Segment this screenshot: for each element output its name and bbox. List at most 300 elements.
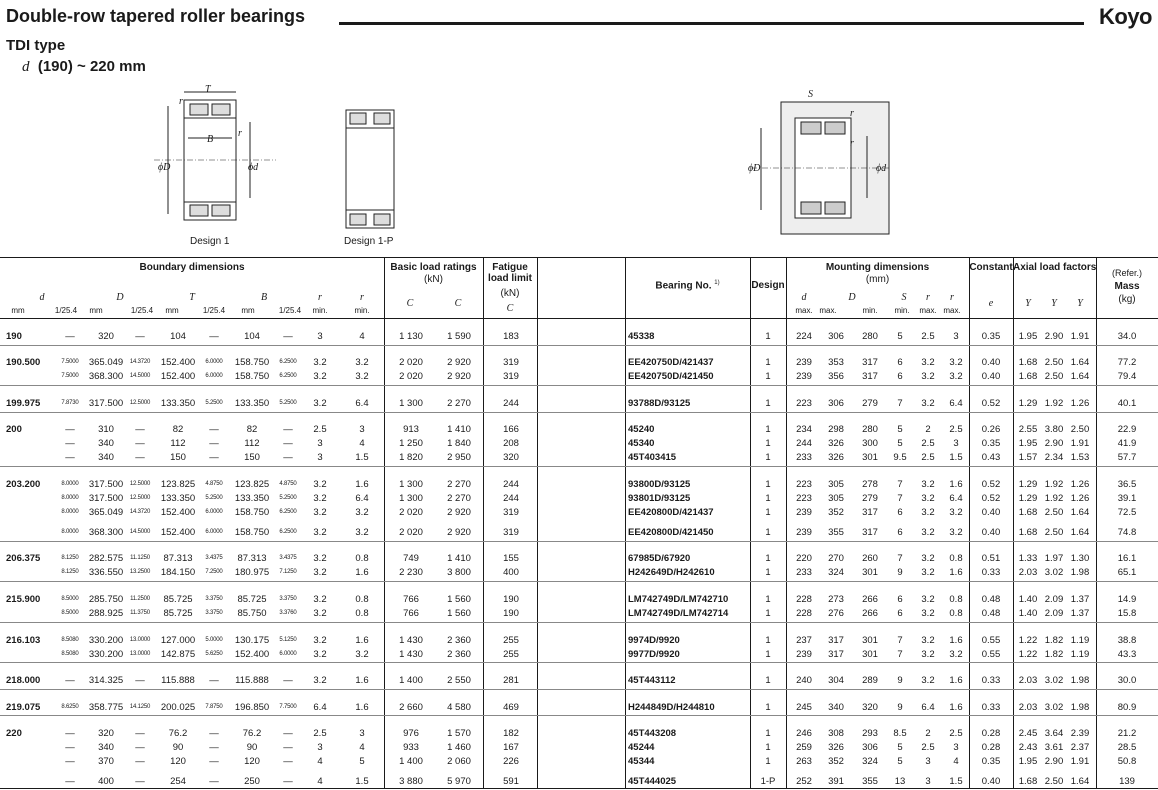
- cell-Sa: 7: [897, 553, 903, 564]
- cell-ra: 3.2: [921, 567, 935, 578]
- cell-T: 112: [170, 438, 186, 449]
- cell-dt: 8.5000: [61, 596, 79, 602]
- cell-r: 3: [317, 331, 323, 342]
- cell-C0r: 2 060: [447, 756, 471, 767]
- cell-e: 0.40: [981, 371, 1001, 382]
- cell-Cr: 766: [403, 608, 419, 619]
- cell-rb: 3.2: [949, 371, 963, 382]
- cell-r1: 1.6: [355, 635, 369, 646]
- cell-rb: 3: [953, 742, 959, 753]
- cell-Sa: 7: [897, 493, 903, 504]
- cell-T: 184.150: [160, 567, 196, 578]
- cell-no: LM742749D/LM742710: [628, 594, 729, 605]
- cell-Y2: 2.45: [1018, 728, 1038, 739]
- cell-Da2: 293: [862, 728, 878, 739]
- cell-Tt: —: [209, 438, 219, 449]
- cell-Cu: 591: [503, 776, 519, 787]
- col-divider: [1013, 257, 1014, 788]
- cell-Bt: 3.3750: [279, 596, 297, 602]
- cell-rb: 3.2: [949, 357, 963, 368]
- cell-Da1: 326: [828, 452, 844, 463]
- cell-des: 1: [765, 398, 771, 409]
- cell-T: 90: [172, 742, 184, 753]
- cell-Y0: 1.37: [1070, 608, 1090, 619]
- cell-Y3: 2.09: [1044, 608, 1064, 619]
- cell-Da1: 352: [828, 756, 844, 767]
- cell-Bt: 7.1250: [279, 569, 297, 575]
- cell-Y3: 3.02: [1044, 567, 1064, 578]
- cell-D: 368.300: [88, 527, 124, 538]
- cell-no: 93800D/93125: [628, 479, 691, 490]
- cell-da: 234: [796, 424, 812, 435]
- cell-Sa: 6: [897, 357, 903, 368]
- cell-Sa: 5: [897, 742, 903, 753]
- label-Da: ϕD: [748, 163, 761, 174]
- cell-Sa: 5: [897, 424, 903, 435]
- cell-ra: 3.2: [921, 357, 935, 368]
- cell-mass: 139: [1119, 776, 1135, 787]
- cell-Bt: 6.2500: [279, 359, 297, 365]
- cell-Dt: —: [135, 452, 145, 463]
- cell-Da2: 317: [862, 371, 878, 382]
- cell-D: 320: [98, 728, 114, 739]
- cell-T: 152.400: [160, 371, 196, 382]
- cell-Da1: 276: [828, 608, 844, 619]
- cell-ra: 2.5: [921, 438, 935, 449]
- cell-Da1: 324: [828, 567, 844, 578]
- cell-Tt: 5.2500: [205, 495, 223, 501]
- cell-no: 45T443208: [628, 728, 677, 739]
- cell-Bt: 7.7500: [279, 704, 297, 710]
- cell-r: 4: [317, 756, 323, 767]
- cell-Da1: 353: [828, 357, 844, 368]
- cell-dt: —: [65, 452, 75, 463]
- cell-Dt: 14.3720: [129, 359, 151, 365]
- cell-Da2: 300: [862, 438, 878, 449]
- cell-ra: 3.2: [921, 479, 935, 490]
- cell-B: 133.350: [234, 398, 270, 409]
- cell-des: 1: [765, 371, 771, 382]
- cell-Y0: 1.64: [1070, 527, 1090, 538]
- cell-mass: 15.8: [1117, 608, 1137, 619]
- cell-Dt: 12.5000: [129, 495, 151, 501]
- cell-Bt: —: [283, 675, 293, 686]
- cell-dt: —: [65, 675, 75, 686]
- cell-Cr: 1 430: [399, 649, 423, 660]
- col-divider: [483, 257, 484, 788]
- cell-des: 1: [765, 553, 771, 564]
- cell-Y0: 1.19: [1070, 635, 1090, 646]
- cell-r: 3.2: [313, 675, 327, 686]
- cell-Y2: 1.33: [1018, 553, 1038, 564]
- cell-T: 85.725: [163, 608, 193, 619]
- cell-mass: 21.2: [1117, 728, 1137, 739]
- cell-Tt: 5.6250: [205, 651, 223, 657]
- sub-mm: mm: [241, 306, 255, 315]
- sub-Sa: S: [901, 292, 907, 303]
- cell-no: 67985D/67920: [628, 553, 691, 564]
- cell-Cr: 1 130: [399, 331, 423, 342]
- cell-mass: 79.4: [1117, 371, 1137, 382]
- cell-ra: 3.2: [921, 398, 935, 409]
- cell-C0r: 1 590: [447, 331, 471, 342]
- cell-Y2: 1.57: [1018, 452, 1038, 463]
- cell-Y0: 1.64: [1070, 371, 1090, 382]
- cell-B: 104: [244, 331, 260, 342]
- group-fatigue: Fatigue load limit: [488, 262, 532, 284]
- cell-r1: 4: [359, 438, 365, 449]
- cell-no: 45T443112: [628, 675, 676, 686]
- cell-da: 239: [796, 527, 812, 538]
- cell-r: 3.2: [313, 594, 327, 605]
- cell-no: 93801D/93125: [628, 493, 691, 504]
- cell-mass: 43.3: [1117, 649, 1137, 660]
- bearing-no-label: Bearing No.: [655, 280, 712, 292]
- cell-Da1: 305: [828, 479, 844, 490]
- cell-Bt: 6.2500: [279, 373, 297, 379]
- cell-Y0: 1.26: [1070, 493, 1090, 504]
- cell-Cr: 933: [403, 742, 419, 753]
- cell-Da1: 326: [828, 438, 844, 449]
- cell-d: 203.200: [6, 479, 41, 490]
- cell-Y2: 1.22: [1018, 649, 1038, 660]
- cell-Bt: —: [283, 452, 293, 463]
- cell-mass: 39.1: [1117, 493, 1137, 504]
- cell-B: 76.2: [242, 728, 262, 739]
- cell-r: 2.5: [313, 728, 327, 739]
- cell-Y0: 1.98: [1070, 567, 1090, 578]
- cell-Y3: 2.50: [1044, 371, 1064, 382]
- sub-min: min.: [354, 306, 370, 315]
- cell-Y0: 1.64: [1070, 776, 1090, 787]
- cell-e: 0.35: [981, 331, 1001, 342]
- cell-Y0: 1.98: [1070, 675, 1090, 686]
- cell-Bt: 5.2500: [279, 495, 297, 501]
- sub-mm: mm: [89, 306, 103, 315]
- cell-B: 123.825: [234, 479, 270, 490]
- cell-D: 365.049: [88, 357, 124, 368]
- cell-B: 85.725: [237, 594, 267, 605]
- cell-Tt: —: [209, 756, 219, 767]
- cell-rb: 2.5: [949, 424, 963, 435]
- cell-Da1: 355: [828, 527, 844, 538]
- cell-da: 223: [796, 398, 812, 409]
- cell-Cu: 183: [503, 331, 519, 342]
- cell-rb: 1.6: [949, 567, 963, 578]
- cell-T: 115.888: [161, 675, 195, 686]
- col-divider: [1096, 257, 1097, 788]
- cell-Y3: 2.50: [1044, 507, 1064, 518]
- cell-T: 150: [170, 452, 186, 463]
- cell-e: 0.40: [981, 527, 1001, 538]
- cell-rb: 0.8: [949, 553, 963, 564]
- cell-ra: 3.2: [921, 527, 935, 538]
- cell-r1: 5: [359, 756, 365, 767]
- cell-e: 0.55: [981, 649, 1001, 660]
- group-boundary: Boundary dimensions: [139, 262, 245, 273]
- cell-T: 85.725: [163, 594, 193, 605]
- cell-D: 336.550: [88, 567, 124, 578]
- cell-T: 152.400: [160, 527, 196, 538]
- cell-Bt: —: [283, 728, 293, 739]
- cell-r: 3.2: [313, 635, 327, 646]
- cell-Bt: —: [283, 742, 293, 753]
- cell-Y0: 1.53: [1070, 452, 1090, 463]
- cell-Da2: 355: [862, 776, 878, 787]
- cell-C0r: 2 920: [447, 527, 471, 538]
- cell-no: 45340: [628, 438, 655, 449]
- row-separator: [0, 581, 1158, 582]
- cell-r1: 3.2: [355, 357, 369, 368]
- cell-Y2: 2.03: [1018, 675, 1038, 686]
- cell-Y0: 1.91: [1070, 756, 1090, 767]
- sub-T: T: [189, 292, 195, 303]
- cell-r1: 3: [359, 424, 365, 435]
- cell-Da2: 280: [862, 424, 878, 435]
- cell-Bt: 6.2500: [279, 529, 297, 535]
- cell-no: 93788D/93125: [628, 398, 691, 409]
- cell-des: 1: [765, 608, 771, 619]
- cell-Dt: 12.5000: [129, 481, 151, 487]
- cell-r: 3.2: [313, 371, 327, 382]
- group-constant: Constant: [969, 262, 1013, 273]
- cell-Cu: 319: [503, 507, 519, 518]
- cell-Tt: 5.2500: [205, 400, 223, 406]
- label-B: B: [207, 134, 214, 145]
- cell-C0r: 1 840: [447, 438, 471, 449]
- cell-Y2: 1.95: [1018, 331, 1038, 342]
- cell-Dt: 13.0000: [129, 637, 151, 643]
- label-ra: r: [850, 108, 854, 119]
- cell-Y0: 1.30: [1070, 553, 1090, 564]
- cell-no: 9974D/9920: [628, 635, 680, 646]
- cell-B: 112: [244, 438, 260, 449]
- cell-r1: 1.6: [355, 567, 369, 578]
- cell-D: 400: [98, 776, 114, 787]
- cell-Y2: 1.29: [1018, 493, 1038, 504]
- cell-da: 228: [796, 594, 812, 605]
- cell-Dt: 13.0000: [129, 651, 151, 657]
- cell-ra: 2.5: [921, 452, 935, 463]
- brand-logo: Koyo: [1099, 4, 1152, 29]
- cell-Cr: 1 430: [399, 635, 423, 646]
- cell-Da2: 324: [862, 756, 878, 767]
- cell-da: 252: [796, 776, 812, 787]
- cell-ra: 3.2: [921, 649, 935, 660]
- cell-mass: 80.9: [1117, 702, 1137, 713]
- row-separator: [0, 385, 1158, 386]
- cell-B: 130.175: [234, 635, 270, 646]
- cell-Y3: 2.34: [1044, 452, 1064, 463]
- cell-Y3: 2.50: [1044, 357, 1064, 368]
- cell-no: 45344: [628, 756, 655, 767]
- cell-C0r: 2 920: [447, 507, 471, 518]
- cell-ra: 3.2: [921, 608, 935, 619]
- cell-Da2: 301: [862, 635, 878, 646]
- cell-ra: 3.2: [921, 675, 935, 686]
- cell-Da2: 266: [862, 608, 878, 619]
- cell-D: 317.500: [88, 398, 124, 409]
- cell-B: 82: [246, 424, 258, 435]
- cell-Da1: 326: [828, 742, 844, 753]
- cell-r: 3.2: [313, 608, 327, 619]
- cell-Sa: 9: [897, 702, 903, 713]
- cell-Bt: 4.8750: [279, 481, 297, 487]
- cell-r1: 1.6: [355, 675, 369, 686]
- fatigue-unit: (kN): [500, 288, 520, 299]
- cell-Cu: 190: [503, 608, 519, 619]
- cell-Y2: 1.40: [1018, 594, 1038, 605]
- cell-rb: 4: [953, 756, 959, 767]
- cell-r: 3: [317, 438, 323, 449]
- cell-des: 1: [765, 675, 771, 686]
- cell-Y2: 1.95: [1018, 438, 1038, 449]
- cell-Y0: 1.26: [1070, 479, 1090, 490]
- cell-rb: 3: [953, 438, 959, 449]
- cell-Y3: 3.64: [1044, 728, 1064, 739]
- cell-Cu: 167: [503, 742, 519, 753]
- cell-Y2: 1.68: [1018, 776, 1038, 787]
- cell-r: 3: [317, 742, 323, 753]
- cell-Da1: 273: [828, 594, 844, 605]
- cell-Da2: 306: [862, 742, 878, 753]
- group-basic-load: Basic load ratings: [390, 262, 477, 273]
- cell-da: 237: [796, 635, 812, 646]
- cell-Sa: 6: [897, 527, 903, 538]
- cell-dt: 8.0000: [61, 495, 79, 501]
- range-symbol: d: [22, 59, 30, 75]
- cell-Cr: 1 300: [399, 493, 423, 504]
- cell-Da2: 317: [862, 507, 878, 518]
- mounting-unit: (mm): [865, 274, 890, 285]
- cell-des: 1: [765, 452, 771, 463]
- row-separator: [0, 622, 1158, 623]
- cell-D: 310: [98, 424, 114, 435]
- cell-rb: 1.6: [949, 702, 963, 713]
- cell-T: 142.875: [160, 649, 196, 660]
- cell-T: 123.825: [160, 479, 196, 490]
- cell-Y2: 2.55: [1018, 424, 1038, 435]
- cell-mass: 74.8: [1117, 527, 1137, 538]
- cell-Sa: 7: [897, 398, 903, 409]
- cell-e: 0.48: [981, 594, 1001, 605]
- cell-r1: 1.6: [355, 479, 369, 490]
- col-divider: [537, 257, 538, 788]
- cell-r1: 1.6: [355, 702, 369, 713]
- cell-des: 1: [765, 357, 771, 368]
- cell-Da2: 289: [862, 675, 878, 686]
- cell-des: 1: [765, 728, 771, 739]
- cell-r1: 0.8: [355, 594, 369, 605]
- cell-r1: 1.5: [355, 452, 369, 463]
- cell-Y0: 1.91: [1070, 438, 1090, 449]
- cell-no: EE420800D/421437: [628, 507, 714, 518]
- cell-no: H242649D/H242610: [628, 567, 715, 578]
- cell-dt: —: [65, 728, 75, 739]
- cell-r1: 3.2: [355, 527, 369, 538]
- cell-Tt: 6.0000: [205, 509, 223, 515]
- cell-T: 76.2: [168, 728, 188, 739]
- cell-e: 0.40: [981, 357, 1001, 368]
- cell-mass: 38.8: [1117, 635, 1137, 646]
- cell-D: 330.200: [88, 649, 124, 660]
- cell-Y3: 2.90: [1044, 756, 1064, 767]
- cell-Sa: 7: [897, 479, 903, 490]
- cell-D: 340: [98, 438, 114, 449]
- col-divider: [969, 257, 970, 788]
- cell-Cu: 244: [503, 493, 519, 504]
- cell-Y2: 2.43: [1018, 742, 1038, 753]
- cell-Y3: 3.80: [1044, 424, 1064, 435]
- cell-da: 223: [796, 479, 812, 490]
- cell-Tt: —: [209, 742, 219, 753]
- sub-B: B: [260, 292, 268, 303]
- cell-Da2: 301: [862, 649, 878, 660]
- cell-C0r: 2 550: [447, 675, 471, 686]
- cell-da: 244: [796, 438, 812, 449]
- cell-B: 120: [244, 756, 260, 767]
- label-r: r: [179, 96, 183, 107]
- cell-T: 152.400: [160, 357, 196, 368]
- sub-r: r: [318, 292, 322, 303]
- cell-da: 246: [796, 728, 812, 739]
- cell-Dt: 12.5000: [129, 400, 151, 406]
- cell-ra: 3: [925, 756, 931, 767]
- sub-inch: 1/25.4: [130, 306, 154, 315]
- cell-C0r: 3 800: [447, 567, 471, 578]
- cell-Da1: 317: [828, 635, 844, 646]
- cell-rb: 3.2: [949, 507, 963, 518]
- cell-r: 3.2: [313, 553, 327, 564]
- cell-r: 3.2: [313, 493, 327, 504]
- cell-da: 228: [796, 608, 812, 619]
- cell-Y3: 3.61: [1044, 742, 1064, 753]
- label-r1: r: [238, 128, 242, 139]
- label-D: ϕD: [158, 162, 171, 173]
- cell-r: 3.2: [313, 479, 327, 490]
- cell-Cr: 2 020: [399, 527, 423, 538]
- cell-Dt: 11.1250: [130, 555, 150, 561]
- cell-Da1: 306: [828, 398, 844, 409]
- cell-C0r: 1 570: [447, 728, 471, 739]
- cell-D: 288.925: [88, 608, 124, 619]
- col-divider: [750, 257, 751, 788]
- cell-B: 90: [246, 742, 258, 753]
- label-d: ϕd: [248, 162, 259, 173]
- sub-min: min.: [312, 306, 328, 315]
- cell-Tt: 3.3750: [205, 610, 223, 616]
- cell-Dt: 14.5000: [129, 373, 151, 379]
- cell-r: 3.2: [313, 398, 327, 409]
- cell-B: 180.975: [234, 567, 270, 578]
- cell-des: 1: [765, 702, 771, 713]
- cell-Cu: 244: [503, 398, 519, 409]
- group-design: Design: [751, 280, 785, 291]
- cell-Y3: 1.82: [1044, 649, 1064, 660]
- cell-Bt: 5.1250: [279, 637, 297, 643]
- cell-C0r: 2 270: [447, 398, 471, 409]
- cell-dt: —: [65, 756, 75, 767]
- row-separator: [0, 715, 1158, 716]
- cell-B: 158.750: [234, 371, 270, 382]
- design1p-diagram: [340, 104, 400, 234]
- cell-des: 1: [765, 424, 771, 435]
- label-da: ϕd: [876, 163, 887, 174]
- cell-T: 133.350: [160, 493, 196, 504]
- cell-D: 368.300: [88, 371, 124, 382]
- label-Sa: S: [808, 89, 813, 100]
- cell-e: 0.40: [981, 776, 1001, 787]
